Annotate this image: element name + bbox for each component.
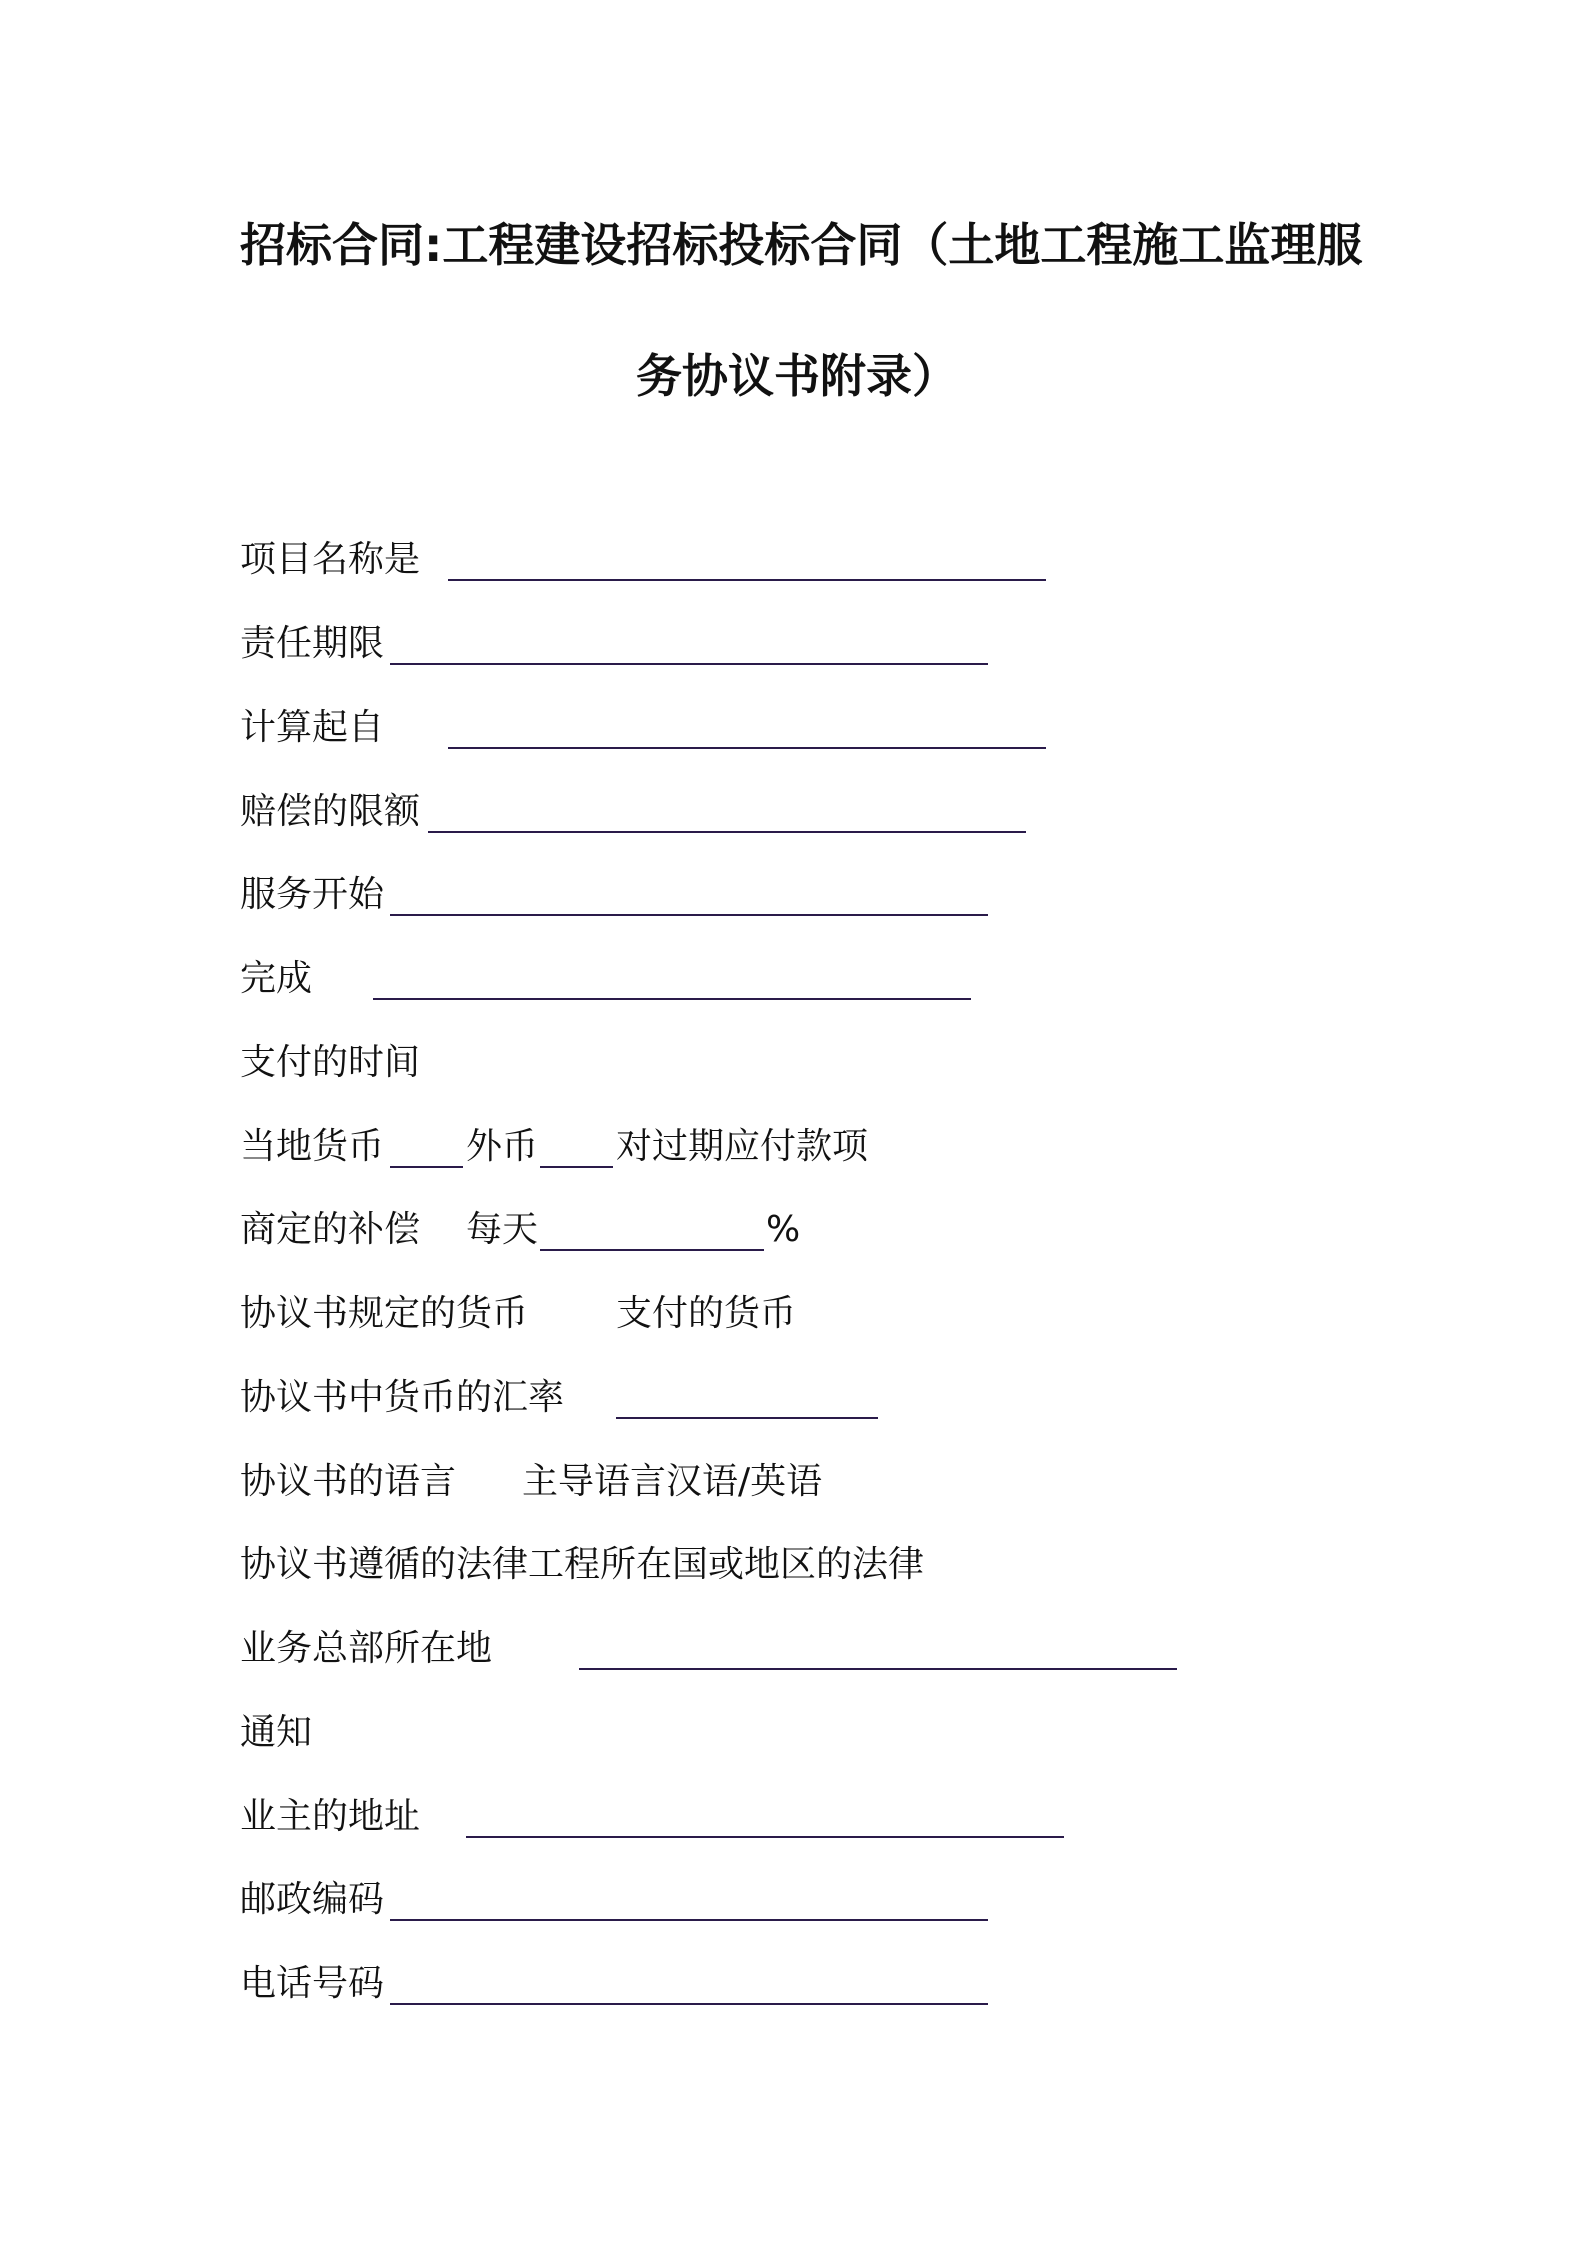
foreign-currency-label: 外币 (466, 1126, 539, 1167)
agreement-language-label: 协议书的语言 (240, 1461, 457, 1502)
exchange-rate-blank[interactable] (616, 1417, 878, 1419)
service-start-blank[interactable] (390, 914, 988, 916)
agreed-compensation-label: 商定的补偿 (240, 1209, 421, 1250)
liability-period-label: 责任期限 (240, 623, 385, 664)
hq-location-label: 业务总部所在地 (240, 1628, 493, 1669)
liability-period-blank[interactable] (390, 663, 988, 665)
percent-sign: % (766, 1209, 801, 1250)
postal-code-label: 邮政编码 (240, 1879, 385, 1920)
compensation-limit-blank[interactable] (428, 831, 1026, 833)
agreement-currency-label: 协议书规定的货币 (240, 1293, 529, 1334)
phone-number-blank[interactable] (390, 2003, 988, 2005)
document-title-line-1: 招标合同:工程建设招标投标合同（土地工程施工监理服 (240, 218, 1363, 272)
project-name-label: 项目名称是 (240, 539, 421, 580)
hq-location-blank[interactable] (579, 1668, 1177, 1670)
phone-number-label: 电话号码 (240, 1963, 385, 2004)
main-language-label: 主导语言汉语/英语 (522, 1461, 823, 1502)
postal-code-blank[interactable] (390, 1919, 988, 1921)
local-currency-blank[interactable] (390, 1166, 463, 1168)
per-day-blank[interactable] (540, 1249, 764, 1251)
service-start-label: 服务开始 (240, 874, 385, 915)
compensation-limit-label: 赔偿的限额 (240, 791, 421, 832)
payment-currency-label: 支付的货币 (616, 1293, 797, 1334)
foreign-currency-blank[interactable] (540, 1166, 613, 1168)
governing-law-label: 协议书遵循的法律工程所在国或地区的法律 (240, 1544, 925, 1585)
completion-label: 完成 (240, 958, 313, 999)
document-title-line-2: 务协议书附录） (636, 349, 958, 403)
calc-from-blank[interactable] (448, 747, 1046, 749)
project-name-blank[interactable] (448, 579, 1046, 581)
exchange-rate-label: 协议书中货币的汇率 (240, 1377, 565, 1418)
completion-blank[interactable] (373, 998, 971, 1000)
payment-time-label: 支付的时间 (240, 1042, 421, 1083)
owner-address-blank[interactable] (466, 1836, 1064, 1838)
local-currency-label: 当地货币 (240, 1126, 385, 1167)
calc-from-label: 计算起自 (240, 707, 385, 748)
owner-address-label: 业主的地址 (240, 1796, 421, 1837)
per-day-label: 每天 (466, 1209, 539, 1250)
notice-label: 通知 (240, 1712, 313, 1753)
overdue-payment-label: 对过期应付款项 (616, 1126, 869, 1167)
